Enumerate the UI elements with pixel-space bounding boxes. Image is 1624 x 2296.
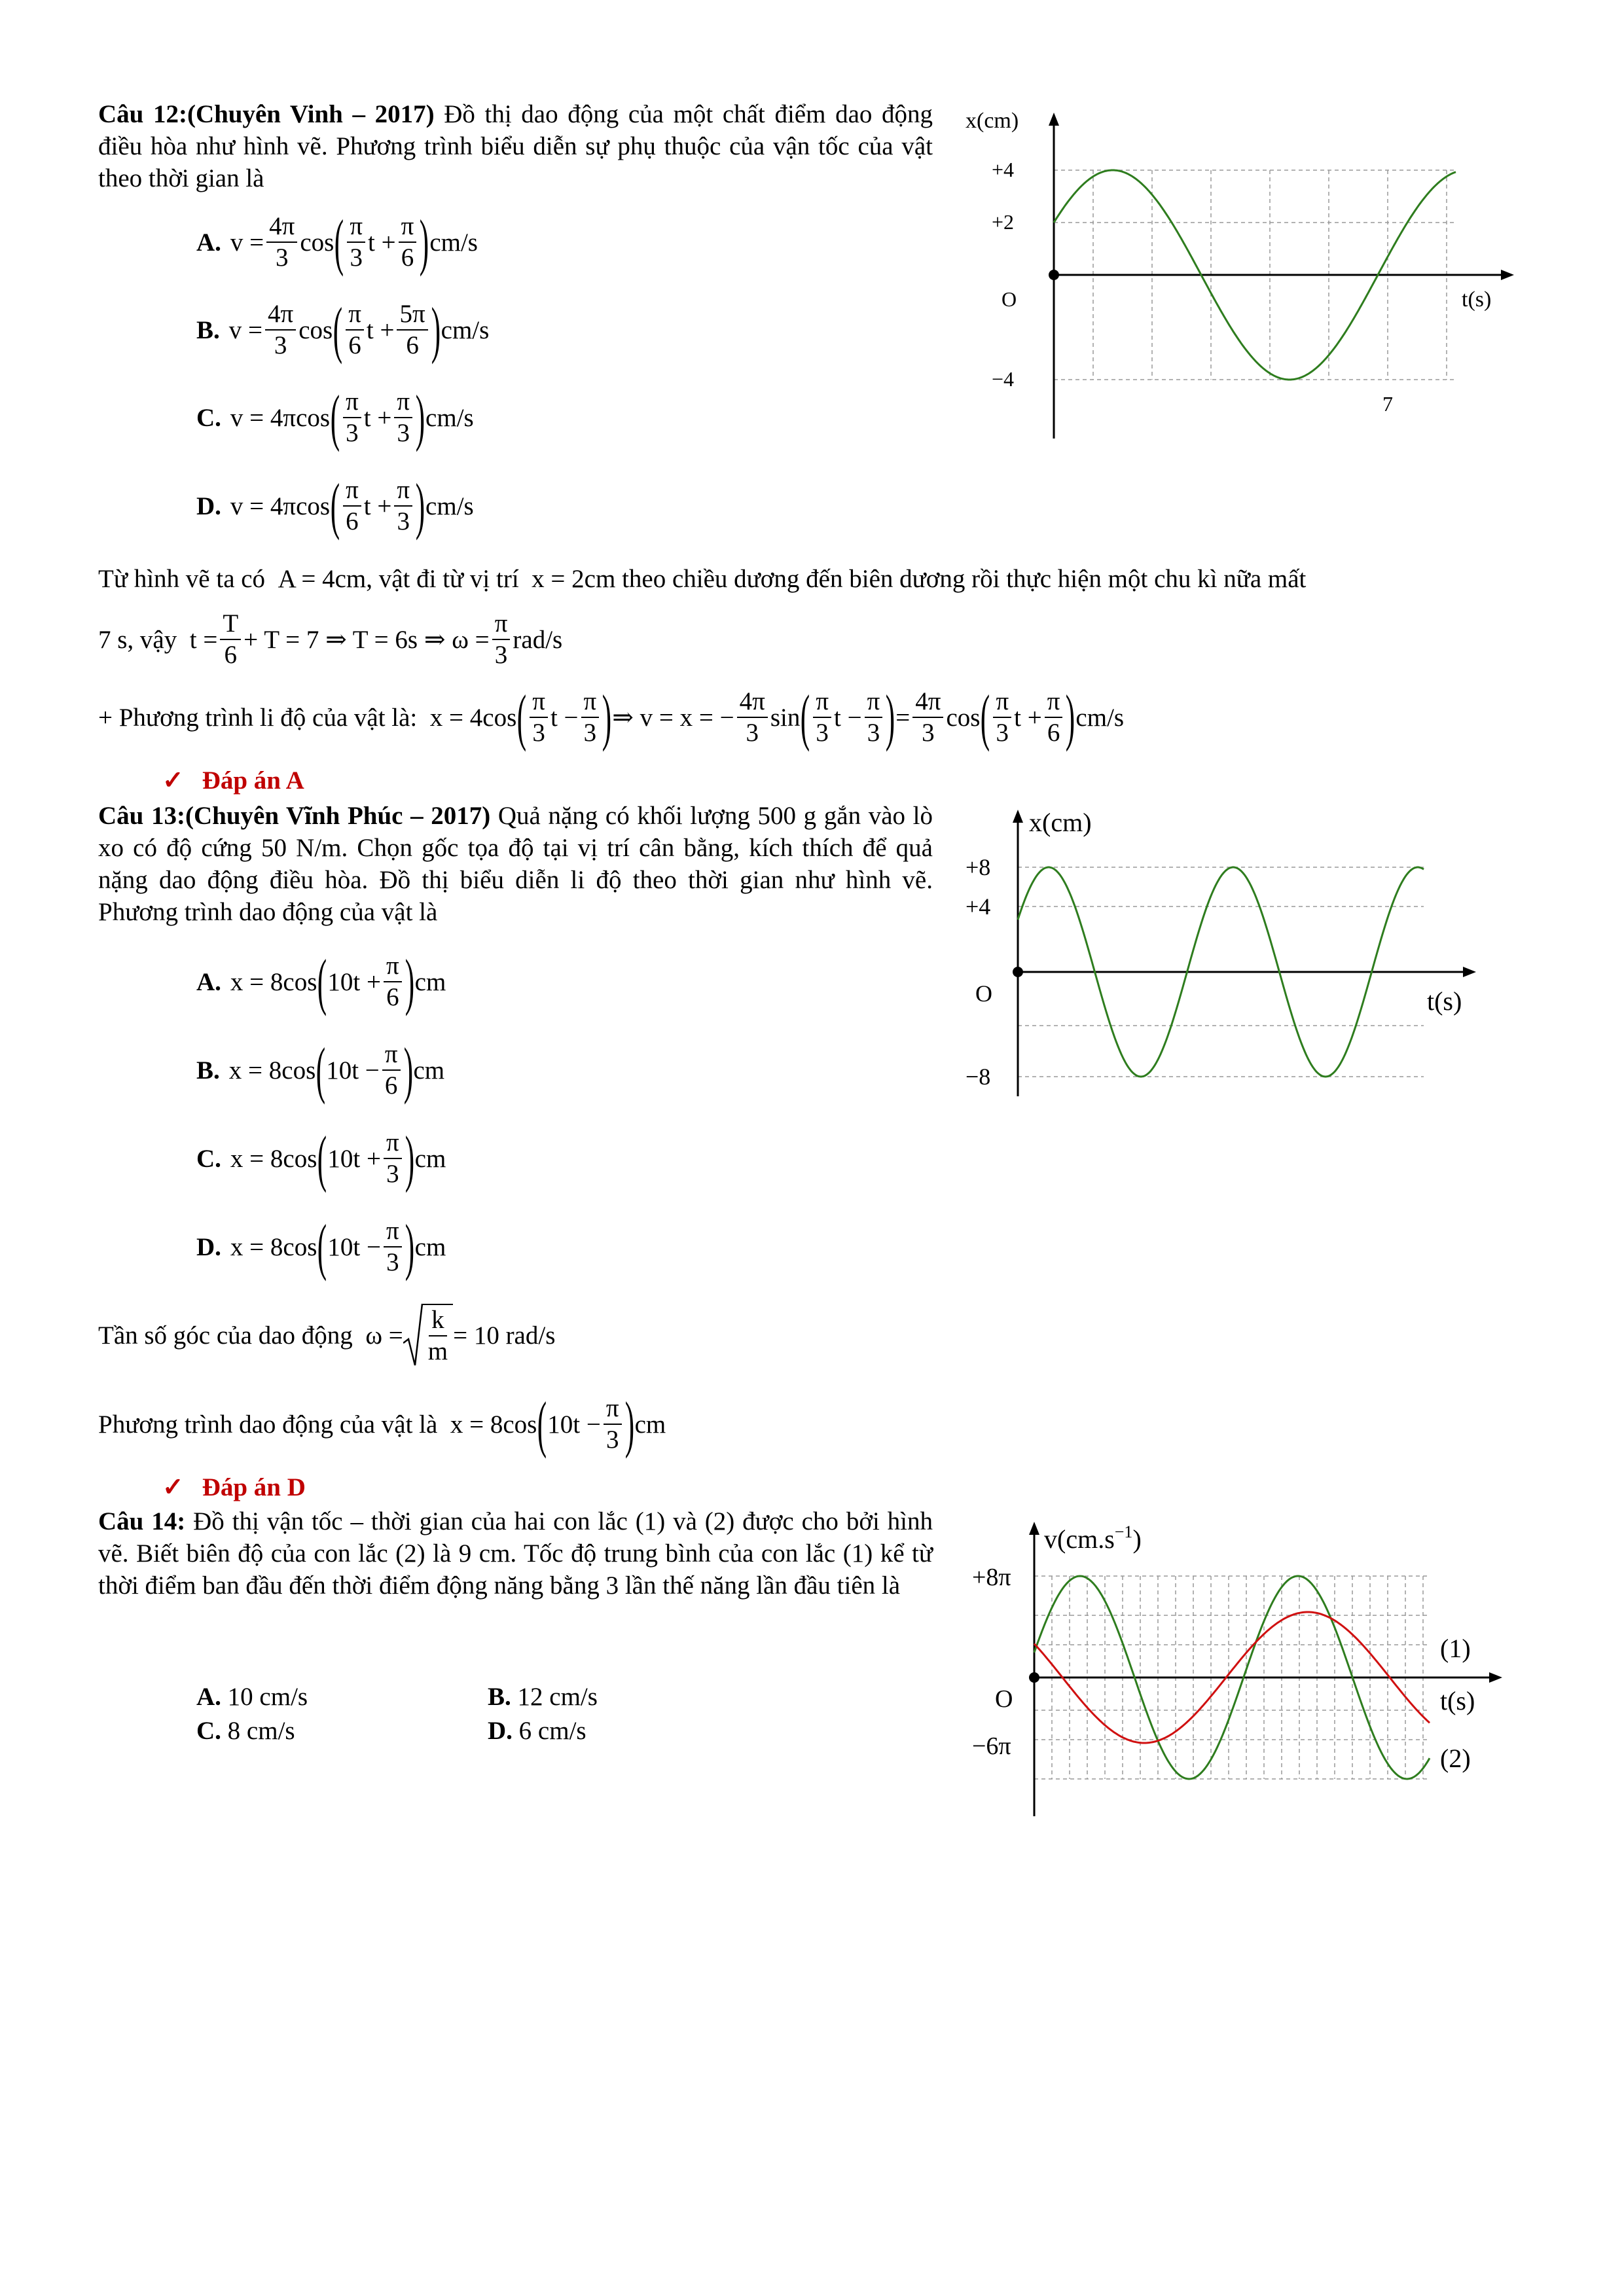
q13-y-arrow <box>1013 810 1023 823</box>
q14-ylabel: $v(cm.s^{-1})$ <box>1044 1522 1142 1554</box>
q13-option-d: D. x = 8cos ( 10t − $\frac{\pi}{3}$ ) cm <box>196 1211 446 1282</box>
q12-question: Đồ thị dao động của một chất điểm dao động điều hòa như hình vẽ. Phương trình biểu diễn sự phụ thuộc của vận tốc của vật theo thời gian là <box>98 100 933 192</box>
q12-y-arrow <box>1049 113 1059 126</box>
q13-option-c: C. x = 8cos ( 10t + $\frac{\pi}{3}$ ) cm <box>196 1123 446 1193</box>
q13-text <box>98 800 933 928</box>
q12-tick-y-2: +2 <box>992 210 1015 234</box>
q14-tick-y-8pi: +8π <box>972 1564 1011 1591</box>
q14-text <box>98 1505 933 1602</box>
q12-source: (Chuyên Vinh – 2017) <box>187 100 435 128</box>
q12-option-b: B. v = $\frac{4\pi}{3}$ cos ( $\frac{\pi}{6}$ t + $\frac{5\pi}{6}$ ) cm/s <box>196 295 490 365</box>
q13-tick-y-neg8: −8 <box>965 1064 991 1090</box>
q14-option-a: A. 10 cm/s <box>196 1683 308 1711</box>
q12-tick-y-neg4: −4 <box>992 367 1015 391</box>
q13-solution-1: Tần số góc của dao động ω = $\frac{k}{m}$ = 10 rad/s <box>98 1302 555 1368</box>
q12-solution-3: + Phương trình li độ của vật là: x = 4cos ( $\frac{\pi}{3}$ t − $\frac{\pi}{3}$ ) ⇒ v = x = − $\frac{4\pi}{3}$ sin ( $\frac{\pi}{3}$ t − $\frac{\pi}{3}$ ) = $\frac{4\pi}{3}$ cos ( $\frac{\pi}{3}$ t + $\frac{\pi}{6}$ ) cm/s <box>98 682 1125 752</box>
q12-ylabel: x(cm) <box>965 109 1019 133</box>
q12-tick-y-4: +4 <box>992 158 1015 181</box>
q13-x-arrow <box>1463 967 1476 977</box>
q13-xlabel: t(s) <box>1427 986 1462 1016</box>
q12-option-d: D. v = 4πcos ( $\frac{\pi}{6}$ t + $\frac{\pi}{3}$ ) cm/s <box>196 471 474 541</box>
q12-answer: ✓ Đáp án A <box>162 766 304 795</box>
q12-label: Câu 12: <box>98 100 187 128</box>
check-icon: ✓ <box>162 766 184 795</box>
q14-origin: O <box>995 1685 1013 1713</box>
q13-origin-dot <box>1013 967 1023 977</box>
q14-option-d: D. 6 cm/s <box>488 1717 586 1745</box>
q13-origin: O <box>975 980 992 1007</box>
q12-origin: O <box>1001 287 1017 311</box>
q13-option-b: B. x = 8cos ( 10t − $\frac{\pi}{6}$ ) cm <box>196 1035 445 1105</box>
q14-x-arrow <box>1489 1672 1502 1683</box>
q14-chart <box>952 1505 1542 1833</box>
q12-option-c: C. v = 4πcos ( $\frac{\pi}{3}$ t + $\frac{\pi}{3}$ ) cm/s <box>196 382 474 452</box>
q13-label: Câu 13: <box>98 802 185 830</box>
q12-origin-dot <box>1049 270 1059 280</box>
q12-tick-x-7: 7 <box>1382 392 1393 416</box>
q13-source: (Chuyên Vĩnh Phúc – 2017) <box>185 802 491 830</box>
q14-xlabel: t(s) <box>1440 1686 1475 1715</box>
q14-legend-1: (1) <box>1440 1634 1471 1663</box>
q13-chart <box>952 802 1542 1109</box>
q12-option-a: A. v = $\frac{4\pi}{3}$ cos ( $\frac{\pi}{3}$ t + $\frac{\pi}{6}$ ) cm/s <box>196 207 478 277</box>
q14-tick-y-neg6pi: −6π <box>972 1732 1011 1760</box>
q14-question: Đồ thị vận tốc – thời gian của hai con lắc (1) và (2) được cho bởi hình vẽ. Biết biên độ của con lắc (2) là 9 cm. Tốc độ trung bình của con lắc (1) kể từ thời điểm ban đầu đến thời điểm động năng bằng 3 lần thế năng lần đầu tiên là <box>98 1507 933 1600</box>
q13-solution-2: Phương trình dao động của vật là x = 8cos ( 10t − $\frac{\pi}{3}$ ) cm <box>98 1389 666 1459</box>
q14-origin-dot <box>1029 1672 1039 1683</box>
q14-option-b: B. 12 cm/s <box>488 1683 598 1711</box>
q13-question: Quả nặng có khối lượng 500 g gắn vào lò xo có độ cứng 50 N/m. Chọn gốc tọa độ tại vị trí cân bằng, kích thích để quả nặng dao động điều hòa. Đồ thị biểu diễn li độ theo thời gian như hình vẽ. Phương trình dao động của vật là <box>98 802 933 926</box>
sqrt-symbol: $\frac{k}{m}$ <box>403 1302 453 1368</box>
q13-answer: ✓ Đáp án D <box>162 1473 306 1501</box>
q14-option-c: C. 8 cm/s <box>196 1717 295 1745</box>
q12-text <box>98 98 933 194</box>
q14-label: Câu 14: <box>98 1507 186 1535</box>
q12-chart <box>952 98 1542 445</box>
q12-solution-2: 7 s, vậy t = $\frac{T}{6}$ + T = 7 ⇒ T = 6s ⇒ ω = $\frac{\pi}{3}$ rad/s <box>98 609 563 669</box>
q12-solution-1: Từ hình vẽ ta có A = 4cm , vật đi từ vị trí x = 2cm theo chiều dương đến biên dương rồi thực hiện một chu kì nữa mất <box>98 565 1307 593</box>
q14-y-arrow <box>1029 1522 1039 1535</box>
q14-legend-2: (2) <box>1440 1744 1471 1773</box>
q13-tick-y-4: +4 <box>965 893 991 920</box>
q13-ylabel: x(cm) <box>1029 808 1092 837</box>
q13-option-a: A. x = 8cos ( 10t + $\frac{\pi}{6}$ ) cm <box>196 946 446 1016</box>
q12-x-arrow <box>1501 270 1514 280</box>
q12-xlabel: t(s) <box>1462 287 1492 312</box>
q13-tick-y-8: +8 <box>965 854 991 880</box>
check-icon: ✓ <box>162 1473 184 1501</box>
